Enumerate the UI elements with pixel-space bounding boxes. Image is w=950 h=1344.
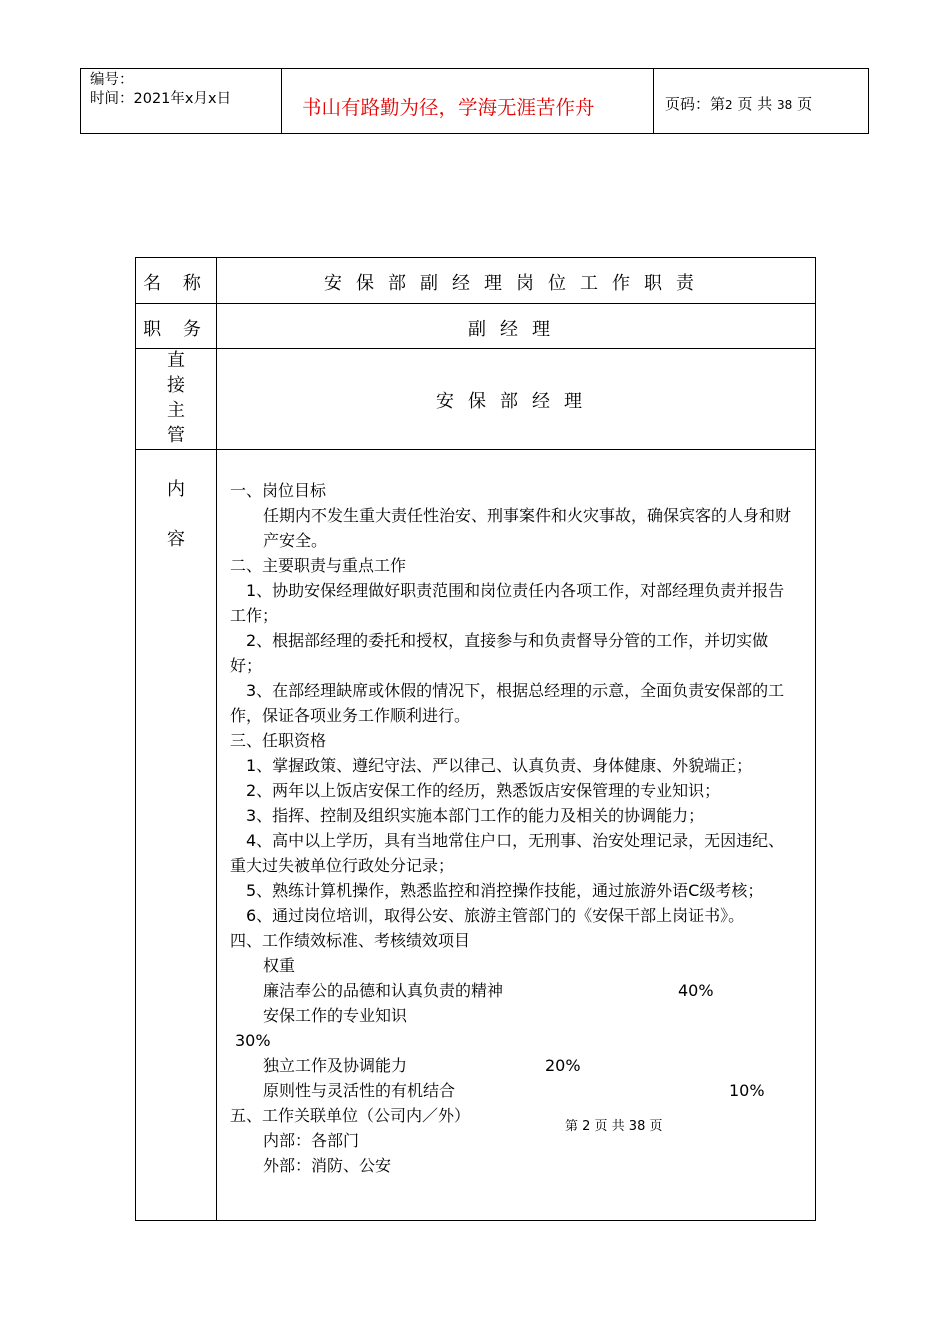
section-title: 三、任职资格 xyxy=(230,731,327,750)
number-label: 编号： xyxy=(90,72,134,88)
header-meta-cell xyxy=(81,69,282,133)
supervisor-label-char: 直 xyxy=(167,350,185,371)
performance-item-weight: 20% xyxy=(545,1056,581,1075)
supervisor-label xyxy=(136,348,216,448)
supervisor-label-char: 管 xyxy=(167,425,185,446)
supervisor-label-char: 主 xyxy=(167,400,185,421)
performance-item-weight: 40% xyxy=(678,981,714,1000)
name-value: 安保部副经理岗位工作职责 xyxy=(324,273,708,294)
content-label xyxy=(136,477,216,552)
performance-item-weight: 30% xyxy=(235,1031,271,1050)
list-item: 1、掌握政策、遵纪守法、严以律己、认真负责、身体健康、外貌端正； xyxy=(246,756,753,775)
time-label: 时间：2021年x月x日 xyxy=(90,91,232,107)
row-divider xyxy=(136,348,815,349)
section-title: 二、主要职责与重点工作 xyxy=(230,556,407,575)
header-motto-cell xyxy=(282,69,654,133)
row-divider xyxy=(136,449,815,450)
page-reference xyxy=(665,93,812,114)
row-divider xyxy=(136,303,815,304)
supervisor-label-char: 接 xyxy=(167,375,185,396)
performance-item-name: 独立工作及协调能力 xyxy=(263,1056,408,1075)
content-label-char: 内 xyxy=(167,479,185,500)
page-prefix: 页码：第 xyxy=(665,95,726,113)
list-item: 4、高中以上学历，具有当地常住户口，无刑事、治安处理记录，无因违纪、重大过失被单位行政处分记录； xyxy=(230,831,785,875)
page-footer: 第 2 页 共 38 页 xyxy=(565,1119,663,1134)
position-label: 职 务 xyxy=(143,319,209,340)
list-item: 3、指挥、控制及组织实施本部门工作的能力及相关的协调能力； xyxy=(246,806,705,825)
internal-units: 内部：各部门 xyxy=(263,1131,360,1150)
list-item: 2、两年以上饭店安保工作的经历，熟悉饭店安保管理的专业知识； xyxy=(246,781,721,800)
list-item: 1、协助安保经理做好职责范围和岗位责任内各项工作，对部经理负责并报告工作； xyxy=(230,581,785,625)
performance-item-name: 廉洁奉公的品德和认真负责的精神 xyxy=(263,981,504,1000)
weight-header: 权重 xyxy=(263,956,296,975)
section-title: 四、工作绩效标准、考核绩效项目 xyxy=(230,931,471,950)
page-total: 38 xyxy=(777,98,793,112)
external-units: 外部：消防、公安 xyxy=(263,1156,392,1175)
section-text: 任期内不发生重大责任性治安、刑事案件和火灾事故，确保宾客的人身和财产安全。 xyxy=(263,506,792,550)
performance-item-weight: 10% xyxy=(729,1081,765,1100)
page-current: 2 xyxy=(725,98,733,112)
motto: 书山有路勤为径，学海无涯苦作舟 xyxy=(302,96,595,119)
section-title: 五、工作关联单位（公司内／外） xyxy=(230,1106,471,1125)
name-label: 名 称 xyxy=(143,273,209,294)
position-value: 副经理 xyxy=(468,319,564,340)
performance-item-name: 安保工作的专业知识 xyxy=(263,1006,408,1025)
header-box xyxy=(80,68,869,134)
list-item: 3、在部经理缺席或休假的情况下，根据总经理的示意，全面负责安保部的工作，保证各项业务工作顺利进行。 xyxy=(230,681,785,725)
performance-item-name: 原则性与灵活性的有机结合 xyxy=(263,1081,456,1100)
header-page-cell xyxy=(654,69,870,133)
duty-table xyxy=(135,257,816,1221)
content-body xyxy=(230,478,800,1178)
performance-list xyxy=(230,953,800,1128)
page-mid: 页 共 xyxy=(737,95,773,113)
section-title: 一、岗位目标 xyxy=(230,481,327,500)
page-suffix: 页 xyxy=(797,95,813,113)
content-label-char: 容 xyxy=(167,529,185,550)
supervisor-value: 安保部经理 xyxy=(436,391,596,412)
list-item: 2、根据部经理的委托和授权，直接参与和负责督导分管的工作，并切实做好； xyxy=(230,631,769,675)
list-item: 5、熟练计算机操作，熟悉监控和消控操作技能，通过旅游外语C级考核； xyxy=(246,881,764,900)
list-item: 6、通过岗位培训，取得公安、旅游主管部门的《安保干部上岗证书》。 xyxy=(246,906,745,925)
